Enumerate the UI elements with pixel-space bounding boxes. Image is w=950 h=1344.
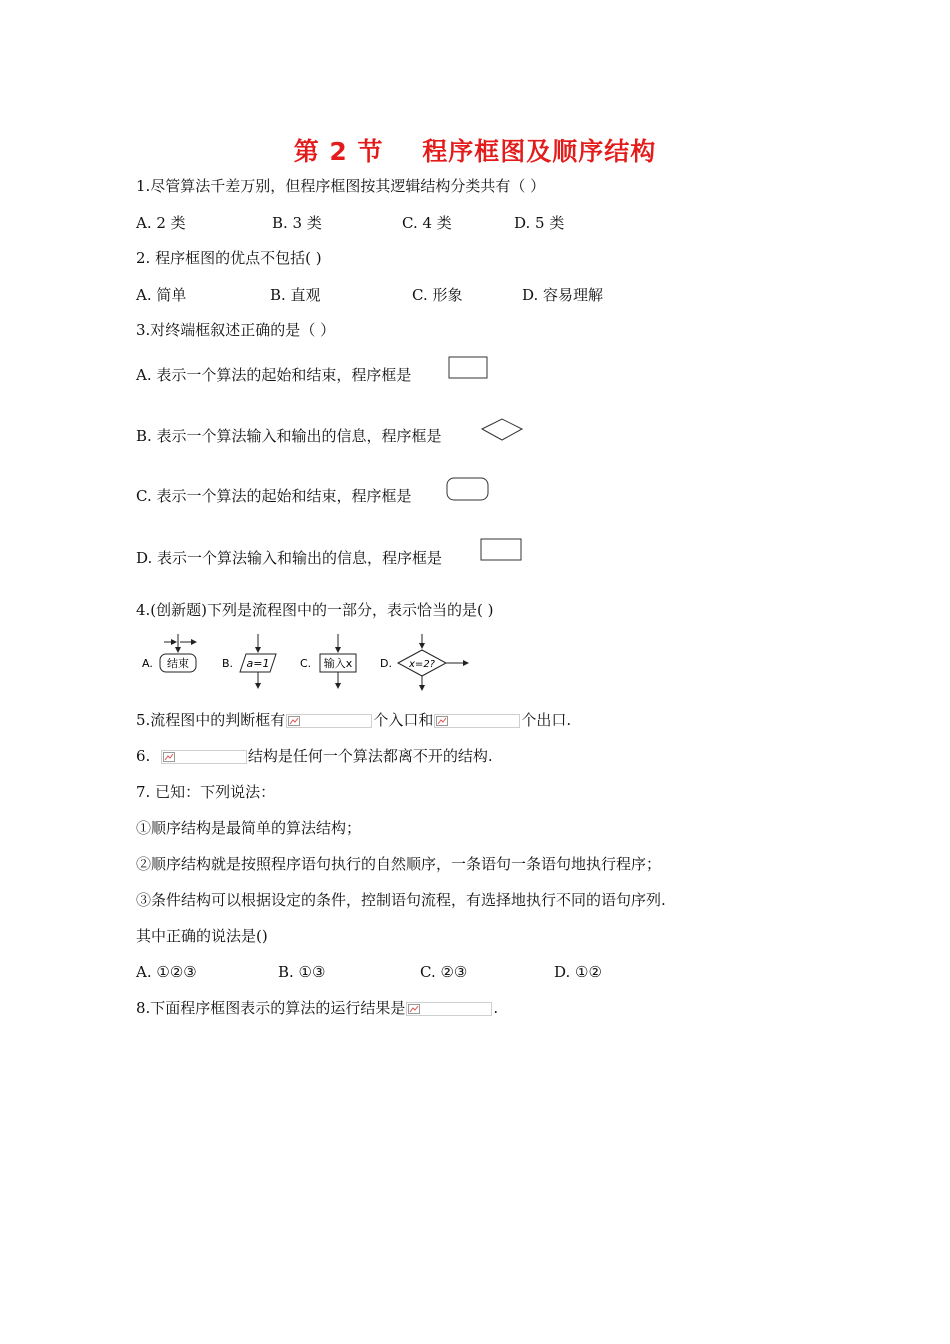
- question-5-part3: 个出口.: [521, 711, 572, 729]
- question-7-stem: 7. 已知：下列说法：: [136, 783, 276, 801]
- question-6-text: 结构是任何一个算法都离不开的结构.: [247, 747, 493, 765]
- figure-b-text: a=1: [246, 657, 270, 670]
- question-8: [136, 998, 498, 1018]
- question-2-stem: 2. 程序框图的优点不包括( ): [136, 249, 322, 267]
- figure-d-text: x=2?: [409, 659, 435, 670]
- question-1-option-a: A. 2 类: [136, 214, 186, 232]
- question-6-prefix: 6.: [136, 747, 151, 765]
- page-title: 第 2 节 程序框图及顺序结构: [293, 137, 657, 166]
- broken-image-icon: [436, 716, 448, 726]
- answer-blank: [161, 750, 247, 764]
- question-4-stem: 4.(创新题)下列是流程图中的一部分，表示恰当的是( ): [136, 601, 494, 619]
- diamond-box-icon: [480, 417, 524, 443]
- answer-blank: [286, 714, 372, 728]
- broken-image-icon: [288, 716, 300, 726]
- figure-b-label: B.: [222, 657, 234, 670]
- question-2-option-d: D. 容易理解: [522, 286, 604, 304]
- figure-d-label: D.: [380, 657, 392, 670]
- question-3-option-c: C. 表示一个算法的起始和结束，程序框是: [136, 487, 412, 505]
- rectangle-box-icon: [480, 538, 524, 562]
- rectangle-box-icon: [448, 356, 490, 380]
- question-5-part1: 5.流程图中的判断框有: [136, 711, 286, 729]
- flowchart-options-figure: [136, 632, 476, 692]
- question-2-option-a: A. 简单: [136, 286, 187, 304]
- rounded-rectangle-box-icon: [446, 477, 490, 503]
- question-8-text: 8.下面程序框图表示的算法的运行结果是: [136, 999, 406, 1017]
- question-6: [136, 746, 493, 766]
- question-1-option-d: D. 5 类: [514, 214, 565, 232]
- question-7-statement-2: ②顺序结构就是按照程序语句执行的自然顺序，一条语句一条语句地执行程序；: [136, 855, 662, 873]
- figure-a-label: A.: [142, 657, 153, 670]
- answer-blank: [406, 1002, 492, 1016]
- question-5: [136, 710, 571, 730]
- figure-c-text: 输入x: [323, 657, 353, 670]
- question-3-option-b: B. 表示一个算法输入和输出的信息，程序框是: [136, 427, 442, 445]
- broken-image-icon: [163, 752, 175, 762]
- question-5-part2: 个入口和: [373, 711, 434, 729]
- broken-image-icon: [408, 1004, 420, 1014]
- question-7-option-a: A. ①②③: [136, 963, 197, 981]
- question-3-option-a: A. 表示一个算法的起始和结束，程序框是: [136, 366, 412, 384]
- question-3-stem: 3.对终端框叙述正确的是（ ）: [136, 321, 336, 339]
- question-7-option-d: D. ①②: [554, 963, 602, 981]
- question-1-stem: 1.尽管算法千差万别，但程序框图按其逻辑结构分类共有（ ）: [136, 177, 546, 195]
- question-3-option-d: D. 表示一个算法输入和输出的信息，程序框是: [136, 549, 443, 567]
- question-2-option-b: B. 直观: [270, 286, 321, 304]
- figure-c-label: C.: [300, 657, 312, 670]
- question-2-option-c: C. 形象: [412, 286, 463, 304]
- question-7-statement-1: ①顺序结构是最简单的算法结构；: [136, 819, 362, 837]
- question-7-ask: 其中正确的说法是(): [136, 927, 268, 945]
- question-8-end: .: [493, 999, 499, 1017]
- answer-blank: [434, 714, 520, 728]
- question-1-option-c: C. 4 类: [402, 214, 452, 232]
- question-1-option-b: B. 3 类: [272, 214, 322, 232]
- figure-a-text: 结束: [167, 657, 189, 670]
- question-7-option-c: C. ②③: [420, 963, 468, 981]
- question-7-statement-3: ③条件结构可以根据设定的条件，控制语句流程，有选择地执行不同的语句序列.: [136, 891, 666, 909]
- question-7-option-b: B. ①③: [278, 963, 326, 981]
